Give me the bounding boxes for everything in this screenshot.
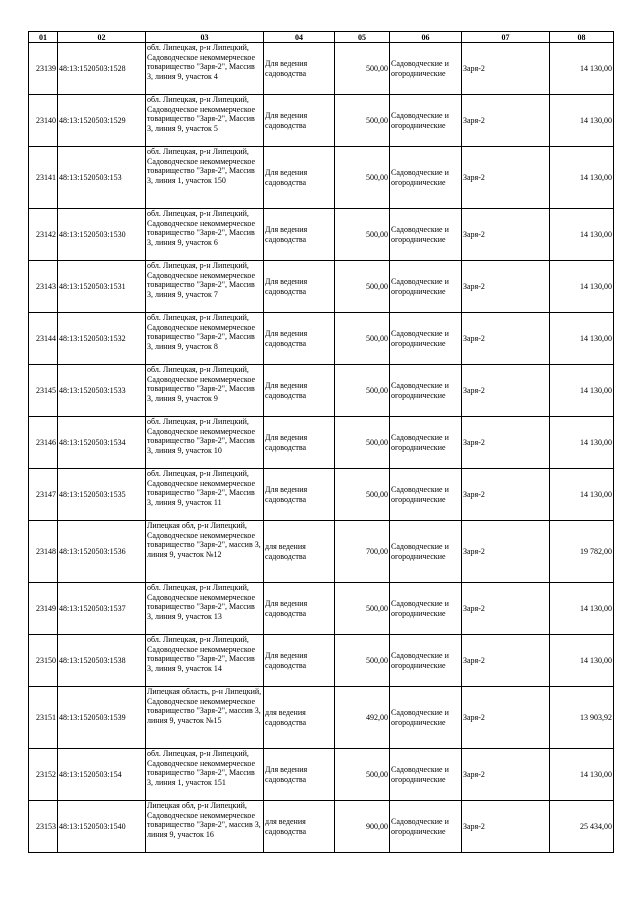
area-cell: 500,00 [335, 43, 390, 95]
category-cell: Садоводческие и огороднические [390, 749, 462, 801]
cadastral-value: 19 782,00 [550, 521, 614, 583]
table-row [29, 417, 614, 469]
address-cell: обл. Липецкая, р-н Липецкий, Садоводческое некоммерческое товарищество "Заря-2", Массив 3, линия 1, участок 150 [146, 147, 264, 209]
table-body [29, 43, 614, 853]
category-cell: Садоводческие и огороднические [390, 687, 462, 749]
table-row [29, 209, 614, 261]
category-cell: Садоводческие и огороднические [390, 261, 462, 313]
cadastral-value: 14 130,00 [550, 749, 614, 801]
area-cell: 500,00 [335, 209, 390, 261]
cadastral-number: 48:13:1520503:1535 [58, 469, 146, 521]
cadastral-number: 48:13:1520503:1531 [58, 261, 146, 313]
partnership-name: Заря-2 [462, 801, 550, 853]
row-number: 23144 [29, 313, 58, 365]
area-cell: 900,00 [335, 801, 390, 853]
header-col-06: 06 [390, 32, 462, 43]
cadastral-value: 14 130,00 [550, 209, 614, 261]
purpose-cell: Для ведения садоводства [264, 147, 335, 209]
cadastral-number: 48:13:1520503:1540 [58, 801, 146, 853]
document-page [28, 31, 614, 853]
table-header-row [29, 32, 614, 43]
cadastral-number: 48:13:1520503:154 [58, 749, 146, 801]
table-row [29, 687, 614, 749]
cadastral-number: 48:13:1520503:1530 [58, 209, 146, 261]
row-number: 23150 [29, 635, 58, 687]
address-cell: обл. Липецкая, р-н Липецкий, Садоводческое некоммерческое товарищество "Заря-2", Массив 3, линия 9, участок 11 [146, 469, 264, 521]
area-cell: 500,00 [335, 635, 390, 687]
category-cell: Садоводческие и огороднические [390, 469, 462, 521]
purpose-cell: Для ведения садоводства [264, 261, 335, 313]
purpose-cell: Для ведения садоводства [264, 313, 335, 365]
cadastral-value: 14 130,00 [550, 313, 614, 365]
land-plots-table [28, 31, 614, 853]
cadastral-number: 48:13:1520503:1537 [58, 583, 146, 635]
row-number: 23152 [29, 749, 58, 801]
area-cell: 700,00 [335, 521, 390, 583]
address-cell: Липецкая обл, р-н Липецкий, Садоводческое некоммерческое товарищество "Заря-2", массив 3, линия 9, участок 16 [146, 801, 264, 853]
area-cell: 500,00 [335, 417, 390, 469]
address-cell: обл. Липецкая, р-н Липецкий, Садоводческое некоммерческое товарищество "Заря-2", Массив 3, линия 9, участок 13 [146, 583, 264, 635]
row-number: 23149 [29, 583, 58, 635]
cadastral-value: 14 130,00 [550, 43, 614, 95]
purpose-cell: для ведения садоводства [264, 801, 335, 853]
purpose-cell: Для ведения садоводства [264, 95, 335, 147]
purpose-cell: Для ведения садоводства [264, 365, 335, 417]
partnership-name: Заря-2 [462, 687, 550, 749]
row-number: 23142 [29, 209, 58, 261]
cadastral-value: 14 130,00 [550, 95, 614, 147]
area-cell: 500,00 [335, 147, 390, 209]
row-number: 23141 [29, 147, 58, 209]
cadastral-value: 25 434,00 [550, 801, 614, 853]
area-cell: 500,00 [335, 365, 390, 417]
address-cell: обл. Липецкая, р-н Липецкий, Садоводческое некоммерческое товарищество "Заря-2", Массив 3, линия 9, участок 4 [146, 43, 264, 95]
row-number: 23140 [29, 95, 58, 147]
purpose-cell: Для ведения садоводства [264, 749, 335, 801]
purpose-cell: Для ведения садоводства [264, 635, 335, 687]
row-number: 23145 [29, 365, 58, 417]
address-cell: обл. Липецкая, р-н Липецкий, Садоводческое некоммерческое товарищество "Заря-2", Массив 3, линия 9, участок 7 [146, 261, 264, 313]
address-cell: Липецкая обл, р-н Липецкий, Садоводческое некоммерческое товарищество "Заря-2", массив 3, линия 9, участок №12 [146, 521, 264, 583]
table-row [29, 749, 614, 801]
table-row [29, 635, 614, 687]
header-col-03: 03 [146, 32, 264, 43]
table-row [29, 43, 614, 95]
area-cell: 500,00 [335, 749, 390, 801]
area-cell: 500,00 [335, 583, 390, 635]
header-col-05: 05 [335, 32, 390, 43]
table-row [29, 521, 614, 583]
cadastral-value: 14 130,00 [550, 469, 614, 521]
header-col-02: 02 [58, 32, 146, 43]
header-col-07: 07 [462, 32, 550, 43]
cadastral-value: 14 130,00 [550, 635, 614, 687]
category-cell: Садоводческие и огороднические [390, 209, 462, 261]
partnership-name: Заря-2 [462, 147, 550, 209]
cadastral-value: 14 130,00 [550, 417, 614, 469]
purpose-cell: Для ведения садоводства [264, 583, 335, 635]
partnership-name: Заря-2 [462, 635, 550, 687]
partnership-name: Заря-2 [462, 583, 550, 635]
category-cell: Садоводческие и огороднические [390, 583, 462, 635]
table-row [29, 801, 614, 853]
partnership-name: Заря-2 [462, 521, 550, 583]
cadastral-value: 14 130,00 [550, 365, 614, 417]
address-cell: обл. Липецкая, р-н Липецкий, Садоводческое некоммерческое товарищество "Заря-2", Массив 3, линия 9, участок 8 [146, 313, 264, 365]
partnership-name: Заря-2 [462, 209, 550, 261]
area-cell: 492,00 [335, 687, 390, 749]
area-cell: 500,00 [335, 313, 390, 365]
purpose-cell: для ведения садоводства [264, 687, 335, 749]
address-cell: обл. Липецкая, р-н Липецкий, Садоводческое некоммерческое товарищество "Заря-2", Массив 3, линия 1, участок 151 [146, 749, 264, 801]
partnership-name: Заря-2 [462, 365, 550, 417]
category-cell: Садоводческие и огороднические [390, 313, 462, 365]
category-cell: Садоводческие и огороднические [390, 801, 462, 853]
category-cell: Садоводческие и огороднические [390, 43, 462, 95]
address-cell: обл. Липецкая, р-н Липецкий, Садоводческое некоммерческое товарищество "Заря-2", Массив 3, линия 9, участок 14 [146, 635, 264, 687]
row-number: 23148 [29, 521, 58, 583]
cadastral-number: 48:13:1520503:1529 [58, 95, 146, 147]
partnership-name: Заря-2 [462, 261, 550, 313]
cadastral-value: 14 130,00 [550, 261, 614, 313]
purpose-cell: для ведения садоводства [264, 521, 335, 583]
cadastral-number: 48:13:1520503:1528 [58, 43, 146, 95]
table-row [29, 469, 614, 521]
row-number: 23147 [29, 469, 58, 521]
address-cell: обл. Липецкая, р-н Липецкий, Садоводческое некоммерческое товарищество "Заря-2", Массив 3, линия 9, участок 6 [146, 209, 264, 261]
table-row [29, 365, 614, 417]
cadastral-number: 48:13:1520503:1539 [58, 687, 146, 749]
purpose-cell: Для ведения садоводства [264, 417, 335, 469]
category-cell: Садоводческие и огороднические [390, 147, 462, 209]
partnership-name: Заря-2 [462, 469, 550, 521]
cadastral-number: 48:13:1520503:1538 [58, 635, 146, 687]
address-cell: обл. Липецкая, р-н Липецкий, Садоводческое некоммерческое товарищество "Заря-2", Массив 3, линия 9, участок 9 [146, 365, 264, 417]
table-row [29, 261, 614, 313]
address-cell: обл. Липецкая, р-н Липецкий, Садоводческое некоммерческое товарищество "Заря-2", Массив 3, линия 9, участок 5 [146, 95, 264, 147]
partnership-name: Заря-2 [462, 313, 550, 365]
address-cell: обл. Липецкая, р-н Липецкий, Садоводческое некоммерческое товарищество "Заря-2", Массив 3, линия 9, участок 10 [146, 417, 264, 469]
partnership-name: Заря-2 [462, 417, 550, 469]
cadastral-number: 48:13:1520503:1536 [58, 521, 146, 583]
partnership-name: Заря-2 [462, 95, 550, 147]
area-cell: 500,00 [335, 261, 390, 313]
purpose-cell: Для ведения садоводства [264, 209, 335, 261]
category-cell: Садоводческие и огороднические [390, 521, 462, 583]
table-row [29, 95, 614, 147]
row-number: 23143 [29, 261, 58, 313]
cadastral-number: 48:13:1520503:153 [58, 147, 146, 209]
cadastral-number: 48:13:1520503:1534 [58, 417, 146, 469]
cadastral-value: 13 903,92 [550, 687, 614, 749]
row-number: 23146 [29, 417, 58, 469]
category-cell: Садоводческие и огороднические [390, 417, 462, 469]
purpose-cell: Для ведения садоводства [264, 469, 335, 521]
header-col-01: 01 [29, 32, 58, 43]
header-col-08: 08 [550, 32, 614, 43]
cadastral-value: 14 130,00 [550, 583, 614, 635]
category-cell: Садоводческие и огороднические [390, 635, 462, 687]
table-row [29, 147, 614, 209]
purpose-cell: Для ведения садоводства [264, 43, 335, 95]
row-number: 23153 [29, 801, 58, 853]
row-number: 23151 [29, 687, 58, 749]
area-cell: 500,00 [335, 469, 390, 521]
table-row [29, 583, 614, 635]
partnership-name: Заря-2 [462, 749, 550, 801]
category-cell: Садоводческие и огороднические [390, 95, 462, 147]
category-cell: Садоводческие и огороднические [390, 365, 462, 417]
cadastral-number: 48:13:1520503:1533 [58, 365, 146, 417]
partnership-name: Заря-2 [462, 43, 550, 95]
area-cell: 500,00 [335, 95, 390, 147]
address-cell: Липецкая область, р-н Липецкий, Садоводческое некоммерческое товарищество "Заря-2", массив 3, линия 9, участок №15 [146, 687, 264, 749]
cadastral-number: 48:13:1520503:1532 [58, 313, 146, 365]
header-col-04: 04 [264, 32, 335, 43]
cadastral-value: 14 130,00 [550, 147, 614, 209]
table-row [29, 313, 614, 365]
row-number: 23139 [29, 43, 58, 95]
